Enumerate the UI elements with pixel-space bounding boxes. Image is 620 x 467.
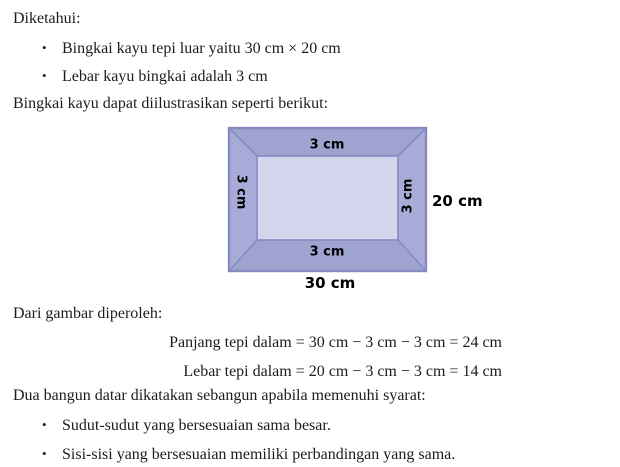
bullet-icon: •: [42, 40, 47, 55]
equation-inner-width: Lebar tepi dalam = 20 cm − 3 cm − 3 cm = 14 cm: [183, 363, 502, 380]
intro-bullet-text-2: Lebar kayu bingkai adalah 3 cm: [62, 68, 268, 85]
intro-bullet-item-1: [42, 40, 341, 58]
similarity-bullet-item-1: [42, 417, 331, 435]
diagram-caption: Bingkai kayu dapat diilustrasikan seperti berikut:: [13, 95, 329, 112]
derivation-equations: [0, 328, 502, 386]
bullet-icon: •: [42, 68, 47, 83]
label-left-band-width: 3 cm: [233, 174, 249, 210]
equation-inner-length: Panjang tepi dalam = 30 cm − 3 cm − 3 cm = 24 cm: [169, 334, 502, 351]
label-bottom-band-width: 3 cm: [309, 244, 345, 260]
bullet-icon: •: [42, 417, 47, 432]
frame-inner-opening: [257, 156, 398, 240]
label-outer-width: 30 cm: [304, 274, 356, 292]
intro-bullet-text-1: Bingkai kayu tepi luar yaitu 30 cm × 20 cm: [62, 40, 341, 57]
bullet-icon: •: [42, 446, 47, 461]
similarity-heading: Dua bangun datar dikatakan sebangun apabila memenuhi syarat:: [13, 387, 426, 404]
label-right-band-width: 3 cm: [400, 178, 416, 214]
label-top-band-width: 3 cm: [309, 137, 345, 153]
intro-bullet-item-2: [42, 68, 268, 86]
similarity-bullet-text-2: Sisi-sisi yang bersesuaian memiliki perbandingan yang sama.: [62, 446, 456, 463]
similarity-bullet-text-1: Sudut-sudut yang bersesuaian sama besar.: [62, 417, 331, 434]
derivation-heading: Dari gambar diperoleh:: [13, 305, 163, 322]
intro-heading: Diketahui:: [13, 10, 81, 27]
label-outer-height: 20 cm: [432, 192, 483, 210]
similarity-bullet-item-2: [42, 446, 455, 464]
frame-diagram: [225, 122, 505, 297]
